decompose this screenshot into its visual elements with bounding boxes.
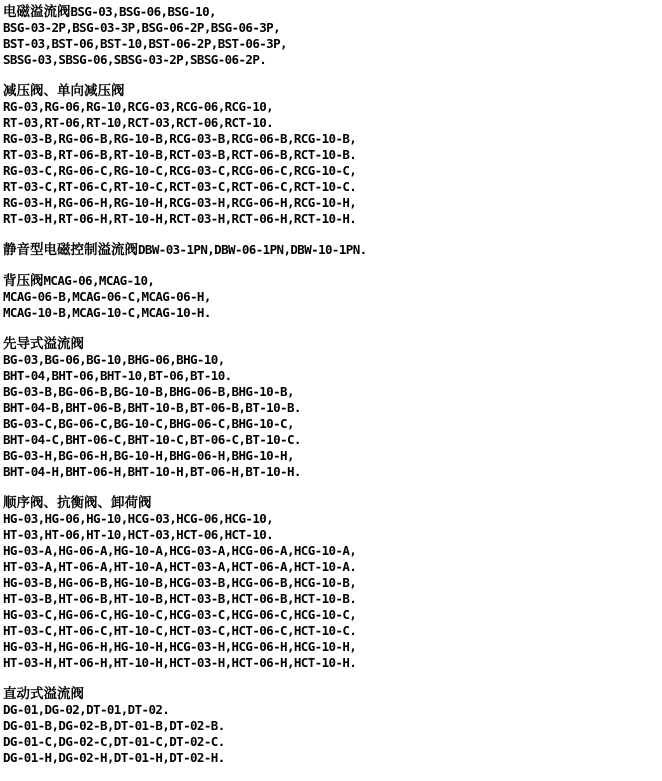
model-codes-line: HG-03-A,HG-06-A,HG-10-A,HCG-03-A,HCG-06-A,HCG-10-A, [3, 543, 357, 558]
model-codes-line: HG-03-B,HG-06-B,HG-10-B,HCG-03-B,HCG-06-B,HCG-10-B, [3, 575, 357, 590]
section-heading: 顺序阀、抗衡阀、卸荷阀 [3, 495, 152, 511]
section-first-line [3, 4, 658, 20]
model-codes-line: RT-03-H,RT-06-H,RT-10-H,RCT-03-H,RCT-06-H,RCT-10-H. [3, 211, 357, 226]
section-first-line [3, 273, 658, 289]
model-codes-line: BSG-03-2P,BSG-03-3P,BSG-06-2P,BSG-06-3P, [3, 20, 281, 35]
model-codes: MCAG-06,MCAG-10, [43, 273, 155, 288]
section-heading: 静音型电磁控制溢流阀 [3, 242, 138, 258]
model-codes-line: MCAG-06-B,MCAG-06-C,MCAG-06-H, [3, 289, 211, 304]
section-solenoid-relief-valves [3, 4, 658, 68]
section-heading-line [3, 336, 658, 352]
model-codes-line: HG-03-C,HG-06-C,HG-10-C,HCG-03-C,HCG-06-C,HCG-10-C, [3, 607, 357, 622]
product-list-document [3, 4, 658, 766]
model-codes-line: MCAG-10-B,MCAG-10-C,MCAG-10-H. [3, 305, 211, 320]
model-codes-line: BHT-04-B,BHT-06-B,BHT-10-B,BT-06-B,BT-10-B. [3, 400, 301, 415]
model-codes-line: HT-03-H,HT-06-H,HT-10-H,HCT-03-H,HCT-06-H,HCT-10-H. [3, 655, 357, 670]
model-codes-line: RT-03-C,RT-06-C,RT-10-C,RCT-03-C,RCT-06-C,RCT-10-C. [3, 179, 357, 194]
section-silent-solenoid-relief-valves [3, 242, 658, 258]
model-codes-line: RG-03-H,RG-06-H,RG-10-H,RCG-03-H,RCG-06-H,RCG-10-H, [3, 195, 357, 210]
section-heading: 电磁溢流阀 [3, 4, 71, 20]
model-codes-line: BG-03-C,BG-06-C,BG-10-C,BHG-06-C,BHG-10-C, [3, 416, 294, 431]
model-codes-line: HT-03-B,HT-06-B,HT-10-B,HCT-03-B,HCT-06-B,HCT-10-B. [3, 591, 357, 606]
model-codes-line: SBSG-03,SBSG-06,SBSG-03-2P,SBSG-06-2P. [3, 52, 267, 67]
model-codes-line: BST-03,BST-06,BST-10,BST-06-2P,BST-06-3P, [3, 36, 287, 51]
model-codes: DBW-03-1PN,DBW-06-1PN,DBW-10-1PN. [138, 242, 367, 257]
model-codes-line: HG-03,HG-06,HG-10,HCG-03,HCG-06,HCG-10, [3, 511, 274, 526]
model-codes-line: HT-03-C,HT-06-C,HT-10-C,HCT-03-C,HCT-06-C,HCT-10-C. [3, 623, 357, 638]
section-heading-line [3, 495, 658, 511]
model-codes-line: RG-03-C,RG-06-C,RG-10-C,RCG-03-C,RCG-06-C,RCG-10-C, [3, 163, 357, 178]
model-codes-line: RG-03-B,RG-06-B,RG-10-B,RCG-03-B,RCG-06-B,RCG-10-B, [3, 131, 357, 146]
section-back-pressure-valves [3, 273, 658, 321]
section-reducing-valves [3, 83, 658, 227]
model-codes-line: RT-03-B,RT-06-B,RT-10-B,RCT-03-B,RCT-06-B,RCT-10-B. [3, 147, 357, 162]
model-codes-line: HT-03,HT-06,HT-10,HCT-03,HCT-06,HCT-10. [3, 527, 274, 542]
model-codes-line: HT-03-A,HT-06-A,HT-10-A,HCT-03-A,HCT-06-A,HCT-10-A. [3, 559, 357, 574]
model-codes-line: HG-03-H,HG-06-H,HG-10-H,HCG-03-H,HCG-06-H,HCG-10-H, [3, 639, 357, 654]
model-codes-line: DG-01,DG-02,DT-01,DT-02. [3, 702, 170, 717]
section-heading-line [3, 686, 658, 702]
model-codes-line: BG-03-H,BG-06-H,BG-10-H,BHG-06-H,BHG-10-H, [3, 448, 294, 463]
model-codes-line: RT-03,RT-06,RT-10,RCT-03,RCT-06,RCT-10. [3, 115, 274, 130]
section-heading: 先导式溢流阀 [3, 336, 84, 352]
section-sequence-counterbalance-unloading-valves [3, 495, 658, 671]
section-direct-relief-valves [3, 686, 658, 766]
model-codes-line: BHT-04,BHT-06,BHT-10,BT-06,BT-10. [3, 368, 232, 383]
model-codes-line: RG-03,RG-06,RG-10,RCG-03,RCG-06,RCG-10, [3, 99, 274, 114]
model-codes-line: DG-01-C,DG-02-C,DT-01-C,DT-02-C. [3, 734, 225, 749]
model-codes-line: BHT-04-C,BHT-06-C,BHT-10-C,BT-06-C,BT-10-C. [3, 432, 301, 447]
section-pilot-relief-valves [3, 336, 658, 480]
model-codes-line: DG-01-B,DG-02-B,DT-01-B,DT-02-B. [3, 718, 225, 733]
section-heading: 减压阀、单向减压阀 [3, 83, 125, 99]
model-codes-line: BG-03-B,BG-06-B,BG-10-B,BHG-06-B,BHG-10-B, [3, 384, 294, 399]
section-heading-line [3, 83, 658, 99]
model-codes-line: BHT-04-H,BHT-06-H,BHT-10-H,BT-06-H,BT-10-H. [3, 464, 301, 479]
section-heading: 背压阀 [3, 273, 44, 289]
model-codes-line: DG-01-H,DG-02-H,DT-01-H,DT-02-H. [3, 750, 225, 765]
section-heading: 直动式溢流阀 [3, 686, 84, 702]
section-first-line [3, 242, 658, 258]
model-codes-line: BG-03,BG-06,BG-10,BHG-06,BHG-10, [3, 352, 225, 367]
model-codes: BSG-03,BSG-06,BSG-10, [70, 4, 216, 19]
